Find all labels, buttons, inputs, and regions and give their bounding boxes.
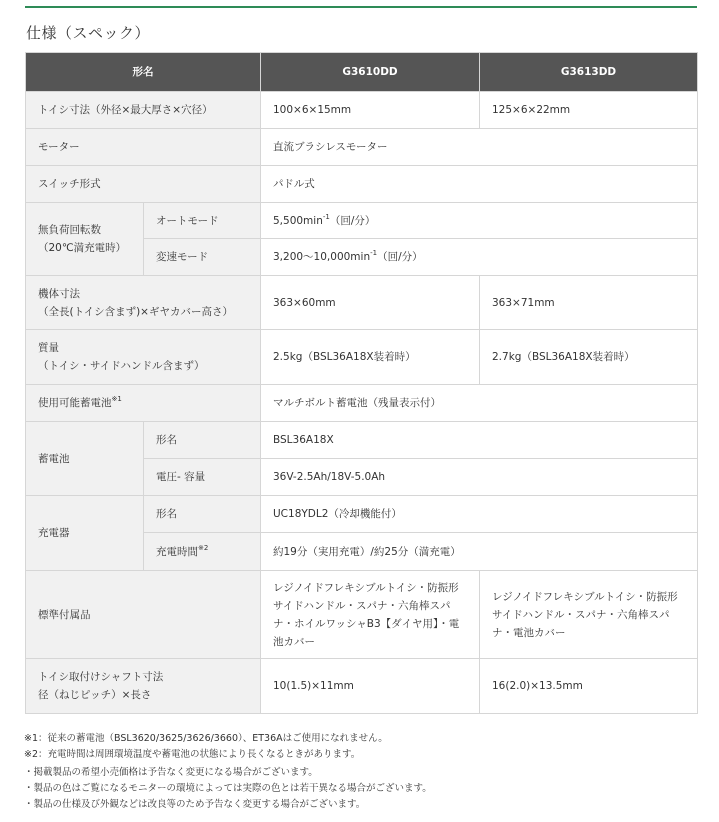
battery-model-label: 形名 [144, 422, 261, 459]
accessories-g3613dd-line2: サイドハンドル・スパナ・六角棒スパ [492, 608, 670, 621]
footnote-2: ※2：充電時間は周囲環境温度や蓄電池の状態により長くなるときがあります。 [24, 749, 361, 760]
notice-color: ・製品の色はご覧になるモニターの環境によっては実際の色とは若干異なる場合がございます。 [24, 783, 432, 794]
accessories-g3613dd [480, 571, 698, 659]
auto-mode-value-main: 5,500min [273, 214, 323, 227]
accessories-g3610dd [261, 571, 480, 659]
header-name: 形名 [26, 53, 261, 92]
row-battery-model [26, 422, 698, 459]
variable-mode-value [261, 239, 698, 276]
dimensions-g3613dd: 363×71mm [480, 276, 698, 330]
top-accent-line [25, 6, 697, 8]
weight-label [26, 330, 261, 385]
accessories-g3610dd-line4: 池カバー [273, 635, 315, 648]
shaft-g3610dd: 10(1.5)×11mm [261, 659, 480, 714]
battery-voltage-label: 電圧- 容量 [144, 459, 261, 496]
charger-label: 充電器 [26, 496, 144, 571]
notice-price: ・掲載製品の希望小売価格は予告なく変更になる場合がございます。 [24, 767, 318, 778]
accessories-g3613dd-line3: ナ・電池カバー [492, 626, 566, 639]
row-battery-compat [26, 385, 698, 422]
wheel-size-g3613dd: 125×6×22mm [480, 92, 698, 129]
speed-label-line1: 無負荷回転数 [38, 224, 101, 236]
speed-label [26, 203, 144, 276]
charge-time-label-text: 充電時間 [156, 545, 198, 558]
variable-mode-value-exp: -1 [370, 249, 378, 257]
weight-label-line2: （トイシ・サイドハンドル含まず） [38, 360, 205, 372]
accessories-g3610dd-line1: レジノイドフレキシブルトイシ・防振形 [273, 581, 459, 594]
battery-label: 蓄電池 [26, 422, 144, 496]
row-shaft [26, 659, 698, 714]
row-speed-auto [26, 203, 698, 239]
spec-table [25, 52, 698, 714]
shaft-label-line1: トイシ取付けシャフト寸法 [38, 671, 164, 683]
battery-compat-value: マルチボルト蓄電池（残量表示付） [261, 385, 698, 422]
shaft-g3613dd: 16(2.0)×13.5mm [480, 659, 698, 714]
battery-model-value: BSL36A18X [261, 422, 698, 459]
dimensions-label [26, 276, 261, 330]
battery-voltage-value: 36V-2.5Ah/18V-5.0Ah [261, 459, 698, 496]
charge-time-value: 約19分（実用充電）/約25分（満充電） [261, 533, 698, 571]
auto-mode-value-unit: （回/分） [329, 214, 376, 227]
dimensions-label-line1: 機体寸法 [38, 287, 80, 300]
row-accessories [26, 571, 698, 659]
switch-value: パドル式 [261, 166, 698, 203]
auto-mode-label: オートモード [144, 203, 261, 239]
variable-mode-value-main: 3,200～10,000min [273, 251, 371, 263]
accessories-g3610dd-line3: ナ・ホイルワッシャB3【ダイヤ用】・電 [273, 617, 460, 630]
row-wheel-size [26, 92, 698, 129]
charge-time-note-mark: ※2 [198, 543, 209, 552]
variable-mode-label: 変速モード [144, 239, 261, 276]
row-dimensions [26, 276, 698, 330]
header-model-g3613dd: G3613DD [480, 53, 698, 92]
accessories-label: 標準付属品 [26, 571, 261, 659]
wheel-size-label: トイシ寸法（外径×最大厚さ×穴径） [26, 92, 261, 129]
variable-mode-value-unit: （回/分） [377, 251, 423, 263]
charger-model-label: 形名 [144, 496, 261, 533]
battery-compat-label [26, 385, 261, 422]
auto-mode-value-exp: -1 [322, 212, 330, 221]
weight-g3610dd: 2.5kg（BSL36A18X装着時） [261, 330, 480, 385]
shaft-label-line2: 径（ねじピッチ）×長さ [38, 689, 152, 701]
row-motor [26, 129, 698, 166]
accessories-g3610dd-line2: サイドハンドル・スパナ・六角棒スパ [273, 599, 451, 612]
battery-compat-label-text: 使用可能蓄電池 [38, 397, 112, 409]
switch-label: スイッチ形式 [26, 166, 261, 203]
notice-spec: ・製品の仕様及び外観などは改良等のため予告なく変更する場合がございます。 [24, 799, 366, 810]
speed-label-line2: （20℃満充電時） [38, 242, 127, 254]
motor-label: モーター [26, 129, 261, 166]
auto-mode-value [261, 203, 698, 239]
battery-compat-note-mark: ※1 [111, 395, 122, 403]
motor-value: 直流ブラシレスモーター [261, 129, 698, 166]
wheel-size-g3610dd: 100×6×15mm [261, 92, 480, 129]
row-switch [26, 166, 698, 203]
shaft-label [26, 659, 261, 714]
charge-time-label [144, 533, 261, 571]
weight-label-line1: 質量 [38, 342, 59, 354]
charger-model-value: UC18YDL2（冷却機能付） [261, 496, 698, 533]
row-weight [26, 330, 698, 385]
dimensions-g3610dd: 363×60mm [261, 276, 480, 330]
header-model-g3610dd: G3610DD [261, 53, 480, 92]
weight-g3613dd: 2.7kg（BSL36A18X装着時） [480, 330, 698, 385]
page-title: 仕様（スペック） [26, 24, 151, 42]
accessories-g3613dd-line1: レジノイドフレキシブルトイシ・防振形 [492, 590, 678, 603]
footnote-1: ※1：従来の蓄電池（BSL3620/3625/3626/3660）、ET36Aはご使用になれません。 [24, 733, 388, 744]
dimensions-label-line2: （全長(トイシ含まず)×ギヤカバー高さ） [38, 305, 233, 318]
table-header-row [26, 53, 698, 92]
footnotes [24, 731, 432, 813]
row-charger-model [26, 496, 698, 533]
